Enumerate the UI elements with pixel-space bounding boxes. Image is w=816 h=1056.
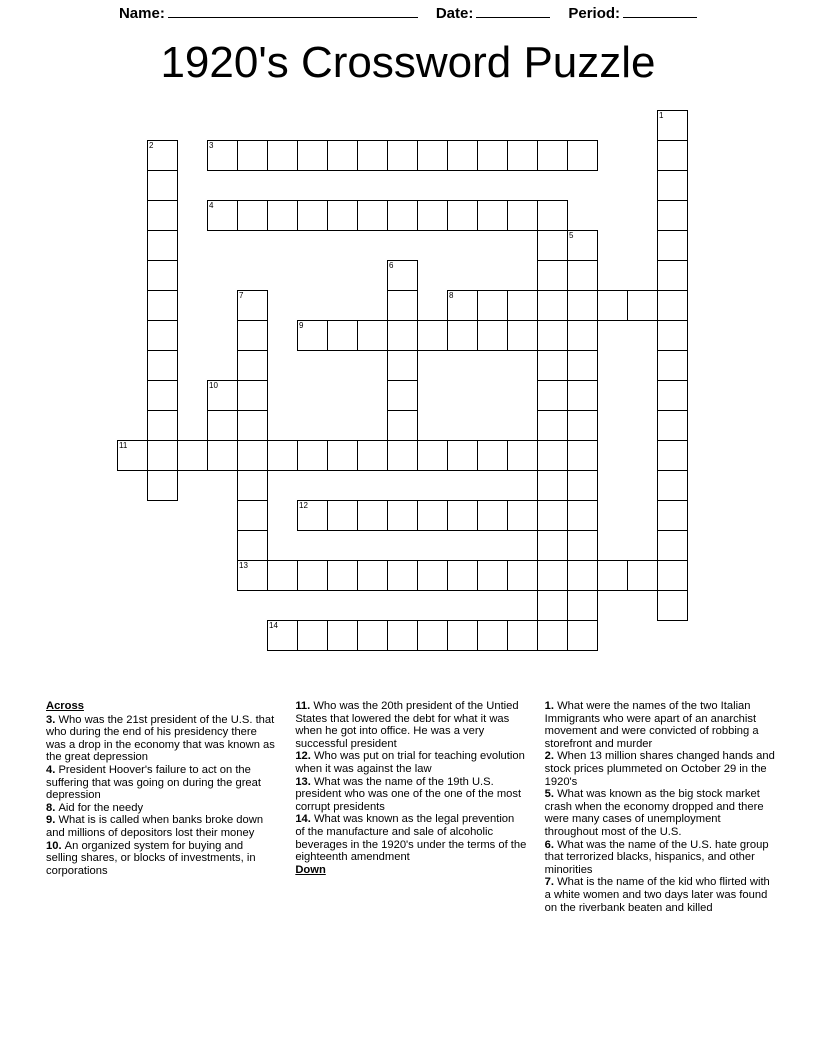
grid-cell[interactable]: [147, 470, 178, 501]
clue-number: 14.: [295, 813, 314, 826]
grid-cell[interactable]: [537, 140, 568, 171]
grid-cell[interactable]: [207, 410, 238, 441]
grid-cell[interactable]: [657, 440, 688, 471]
grid-cell[interactable]: [177, 440, 208, 471]
grid-cell[interactable]: [447, 140, 478, 171]
grid-cell[interactable]: [147, 140, 178, 171]
grid-cell-number: 10: [209, 381, 218, 390]
grid-cell[interactable]: [657, 590, 688, 621]
name-label: Name:: [118, 4, 165, 22]
grid-cell[interactable]: [147, 260, 178, 291]
grid-cell[interactable]: [357, 200, 388, 231]
grid-cell[interactable]: [537, 620, 568, 651]
across-clue: [46, 814, 277, 839]
grid-cell[interactable]: [237, 380, 268, 411]
grid-cell[interactable]: [327, 500, 358, 531]
grid-cell[interactable]: [537, 500, 568, 531]
grid-cell-number: 6: [389, 261, 394, 270]
grid-cell-number: 2: [149, 141, 154, 150]
grid-cell[interactable]: [507, 620, 538, 651]
grid-cell[interactable]: [237, 350, 268, 381]
grid-cell[interactable]: [507, 320, 538, 351]
grid-cell[interactable]: [237, 470, 268, 501]
grid-cell[interactable]: [237, 500, 268, 531]
grid-cell[interactable]: [147, 170, 178, 201]
grid-cell-number: 13: [239, 561, 248, 570]
grid-cell[interactable]: [537, 230, 568, 261]
clue-text: What was the name of the U.S. hate group that terrorized blacks, hispanics, and other minorities: [544, 838, 769, 876]
down-clue: [545, 788, 776, 838]
grid-cell[interactable]: [657, 380, 688, 411]
grid-cell[interactable]: [147, 320, 178, 351]
grid-cell[interactable]: [237, 560, 268, 591]
grid-cell[interactable]: [567, 530, 598, 561]
grid-cell-number: 7: [239, 291, 244, 300]
grid-cell[interactable]: [267, 440, 298, 471]
grid-cell[interactable]: [147, 200, 178, 231]
grid-cell[interactable]: [297, 620, 328, 651]
clue-number: 6.: [544, 838, 558, 851]
across-clue: [46, 714, 277, 764]
grid-cell[interactable]: [387, 380, 418, 411]
period-field[interactable]: [568, 5, 697, 22]
clue-number: 4.: [46, 763, 59, 776]
grid-cell[interactable]: [537, 350, 568, 381]
date-label: Date:: [435, 4, 474, 22]
grid-cell-number: 4: [209, 201, 214, 210]
grid-cell[interactable]: [567, 140, 598, 171]
grid-cell[interactable]: [627, 560, 658, 591]
clue-text: What was known as the big stock market crash when the economy dropped and there were many cases of unemployment throughout most of the U.S.: [544, 788, 764, 838]
clue-number: 2.: [544, 750, 558, 763]
grid-cell[interactable]: [387, 350, 418, 381]
grid-cell[interactable]: [567, 350, 598, 381]
clue-number: 1.: [544, 700, 558, 712]
grid-cell[interactable]: [417, 500, 448, 531]
grid-cell-number: 12: [299, 501, 308, 510]
grid-cell[interactable]: [357, 500, 388, 531]
student-info-header: [0, 0, 816, 26]
grid-cell[interactable]: [537, 440, 568, 471]
grid-cell[interactable]: [327, 620, 358, 651]
clue-number: 9.: [46, 814, 59, 827]
grid-cell[interactable]: [387, 500, 418, 531]
grid-cell[interactable]: [567, 470, 598, 501]
grid-cell[interactable]: [507, 440, 538, 471]
grid-cell[interactable]: [297, 200, 328, 231]
grid-cell[interactable]: [147, 350, 178, 381]
grid-cell[interactable]: [447, 200, 478, 231]
grid-cell[interactable]: [657, 530, 688, 561]
grid-cell[interactable]: [507, 140, 538, 171]
grid-cell-number: 1: [659, 111, 664, 120]
down-clue: [545, 750, 776, 788]
clues-section: [46, 700, 776, 970]
grid-cell[interactable]: [447, 320, 478, 351]
down-clue: [545, 839, 776, 877]
grid-cell[interactable]: [657, 200, 688, 231]
grid-cell[interactable]: [387, 440, 418, 471]
clue-text: An organized system for buying and selling shares, or blocks of investments, in corporations: [46, 839, 256, 877]
grid-cell[interactable]: [417, 320, 448, 351]
grid-cell[interactable]: [237, 140, 268, 171]
clue-text: What was known as the legal prevention of the manufacture and sale of alcoholic beverages in the 1920's under the terms of the eighteenth amendment: [295, 813, 527, 864]
across-clue: [295, 750, 526, 775]
grid-cell[interactable]: [477, 560, 508, 591]
grid-cell[interactable]: [417, 200, 448, 231]
clue-number: 12.: [295, 750, 314, 763]
grid-cell[interactable]: [477, 320, 508, 351]
clue-text: What is is called when banks broke down and millions of depositors lost their money: [46, 814, 264, 839]
grid-cell[interactable]: [567, 410, 598, 441]
grid-cell[interactable]: [327, 140, 358, 171]
grid-cell[interactable]: [537, 200, 568, 231]
clue-text: What was the name of the 19th U.S. president who was one of the one of the most corrupt presidents: [295, 775, 522, 813]
grid-cell[interactable]: [597, 560, 628, 591]
grid-cell[interactable]: [537, 560, 568, 591]
grid-cell[interactable]: [207, 140, 238, 171]
grid-cell[interactable]: [237, 410, 268, 441]
grid-cell[interactable]: [477, 200, 508, 231]
crossword-grid[interactable]: [0, 104, 816, 694]
clue-number: 10.: [46, 839, 65, 852]
clue-text: When 13 million shares changed hands and stock prices plummeted on October 29 in the 1920's: [544, 750, 775, 788]
grid-cell[interactable]: [537, 410, 568, 441]
clue-number: 3.: [46, 713, 59, 726]
grid-cell[interactable]: [297, 320, 328, 351]
grid-cell[interactable]: [387, 320, 418, 351]
clue-text: What were the names of the two Italian Immigrants who were apart of an anarchist movement and were convicted of robbing a storefront and murder: [544, 700, 759, 750]
grid-cell[interactable]: [537, 320, 568, 351]
grid-cell-number: 5: [569, 231, 574, 240]
grid-cell[interactable]: [327, 320, 358, 351]
grid-cell[interactable]: [537, 380, 568, 411]
across-clue: [295, 700, 526, 750]
grid-cell[interactable]: [657, 560, 688, 591]
grid-cell[interactable]: [447, 290, 478, 321]
grid-cell[interactable]: [657, 350, 688, 381]
across-heading: Across: [46, 700, 84, 712]
grid-cell[interactable]: [657, 470, 688, 501]
grid-cell[interactable]: [237, 440, 268, 471]
name-write-line[interactable]: [168, 6, 418, 18]
grid-cell[interactable]: [657, 410, 688, 441]
grid-cell[interactable]: [537, 290, 568, 321]
grid-cell[interactable]: [267, 620, 298, 651]
grid-cell[interactable]: [237, 290, 268, 321]
page-title: 1920's Crossword Puzzle: [160, 38, 656, 87]
clue-text: Who was the 20th president of the Untied States that lowered the debt for what it was when he got into office. He was a very successful president: [295, 700, 519, 750]
grid-cell[interactable]: [237, 530, 268, 561]
grid-cell[interactable]: [567, 440, 598, 471]
grid-cell[interactable]: [147, 410, 178, 441]
clue-text: Aid for the needy: [58, 801, 144, 814]
down-clue: [545, 700, 776, 750]
grid-cell[interactable]: [567, 290, 598, 321]
grid-cell[interactable]: [567, 230, 598, 261]
grid-cell[interactable]: [567, 560, 598, 591]
grid-cell[interactable]: [507, 200, 538, 231]
grid-cell[interactable]: [117, 440, 148, 471]
grid-cell[interactable]: [447, 500, 478, 531]
grid-cell[interactable]: [357, 560, 388, 591]
date-field[interactable]: [436, 5, 551, 22]
name-field[interactable]: [119, 5, 418, 22]
grid-cell[interactable]: [327, 560, 358, 591]
grid-cell[interactable]: [387, 260, 418, 291]
grid-cell-number: 8: [449, 291, 454, 300]
across-clue: [46, 764, 277, 802]
grid-cell[interactable]: [477, 140, 508, 171]
grid-cell[interactable]: [357, 320, 388, 351]
grid-cell-number: 14: [269, 621, 278, 630]
grid-cell[interactable]: [207, 380, 238, 411]
grid-cell[interactable]: [147, 230, 178, 261]
grid-cell[interactable]: [507, 560, 538, 591]
across-clue: [46, 840, 277, 878]
grid-cell[interactable]: [387, 290, 418, 321]
across-clue: [46, 802, 277, 815]
grid-cell[interactable]: [207, 440, 238, 471]
grid-cell[interactable]: [537, 470, 568, 501]
clue-text: Who was put on trial for teaching evolution when it was against the law: [295, 750, 525, 775]
grid-cell[interactable]: [417, 140, 448, 171]
grid-cell[interactable]: [657, 500, 688, 531]
grid-cell[interactable]: [387, 560, 418, 591]
grid-cell[interactable]: [297, 140, 328, 171]
grid-cell[interactable]: [147, 290, 178, 321]
grid-cell[interactable]: [387, 410, 418, 441]
grid-cell[interactable]: [657, 140, 688, 171]
grid-cell-number: 11: [119, 441, 128, 450]
grid-cell[interactable]: [507, 290, 538, 321]
grid-cell[interactable]: [267, 200, 298, 231]
grid-cell[interactable]: [537, 260, 568, 291]
grid-cell[interactable]: [567, 320, 598, 351]
grid-cell[interactable]: [537, 530, 568, 561]
clue-number: 8.: [46, 801, 59, 814]
grid-cell[interactable]: [567, 260, 598, 291]
clue-text: President Hoover's failure to act on the suffering that was going on during the great depression: [46, 763, 261, 802]
grid-cell[interactable]: [567, 380, 598, 411]
clue-number: 5.: [544, 788, 558, 801]
date-write-line[interactable]: [476, 6, 550, 18]
grid-cell[interactable]: [417, 620, 448, 651]
grid-cell[interactable]: [657, 110, 688, 141]
grid-cell[interactable]: [237, 320, 268, 351]
grid-cell[interactable]: [597, 290, 628, 321]
grid-cell[interactable]: [447, 440, 478, 471]
period-label: Period:: [568, 4, 621, 22]
grid-cell[interactable]: [327, 200, 358, 231]
down-clue: [545, 876, 776, 914]
grid-cell[interactable]: [537, 590, 568, 621]
grid-cell[interactable]: [387, 620, 418, 651]
clue-number: 13.: [295, 775, 314, 788]
clue-number: 11.: [295, 700, 314, 712]
grid-cell[interactable]: [447, 620, 478, 651]
grid-cell[interactable]: [327, 440, 358, 471]
grid-cell[interactable]: [657, 320, 688, 351]
clue-text: Who was the 21st president of the U.S. that who during the end of his presidency there was a drop in the economy that was known as the great depression: [46, 713, 275, 764]
grid-cell[interactable]: [267, 560, 298, 591]
grid-cell[interactable]: [357, 620, 388, 651]
grid-cell[interactable]: [567, 620, 598, 651]
across-clue: [295, 813, 526, 863]
across-clue: [295, 776, 526, 814]
grid-cell[interactable]: [267, 140, 298, 171]
grid-cell[interactable]: [507, 500, 538, 531]
grid-cell[interactable]: [357, 440, 388, 471]
clue-number: 7.: [544, 876, 558, 889]
grid-cell[interactable]: [417, 440, 448, 471]
grid-cell[interactable]: [657, 290, 688, 321]
grid-cell[interactable]: [237, 200, 268, 231]
grid-cell[interactable]: [357, 140, 388, 171]
grid-cell[interactable]: [387, 200, 418, 231]
grid-cell[interactable]: [297, 560, 328, 591]
grid-cell[interactable]: [147, 440, 178, 471]
grid-cell-number: 9: [299, 321, 304, 330]
grid-cell[interactable]: [207, 200, 238, 231]
grid-cell[interactable]: [477, 440, 508, 471]
grid-cell[interactable]: [657, 230, 688, 261]
grid-cell-number: 3: [209, 141, 214, 150]
grid-cell[interactable]: [447, 560, 478, 591]
grid-cell[interactable]: [657, 170, 688, 201]
clue-text: What is the name of the kid who flirted with a white women and two days later was found on the riverbank beaten and killed: [544, 876, 770, 914]
grid-cell[interactable]: [297, 440, 328, 471]
grid-cell[interactable]: [477, 290, 508, 321]
grid-cell[interactable]: [387, 140, 418, 171]
grid-cell[interactable]: [147, 380, 178, 411]
grid-cell[interactable]: [477, 620, 508, 651]
grid-cell[interactable]: [417, 560, 448, 591]
grid-cell[interactable]: [477, 500, 508, 531]
period-write-line[interactable]: [623, 6, 697, 18]
grid-cell[interactable]: [297, 500, 328, 531]
down-heading: Down: [295, 863, 326, 876]
grid-cell[interactable]: [567, 590, 598, 621]
grid-cell[interactable]: [567, 500, 598, 531]
grid-cell[interactable]: [627, 290, 658, 321]
grid-cell[interactable]: [657, 260, 688, 291]
